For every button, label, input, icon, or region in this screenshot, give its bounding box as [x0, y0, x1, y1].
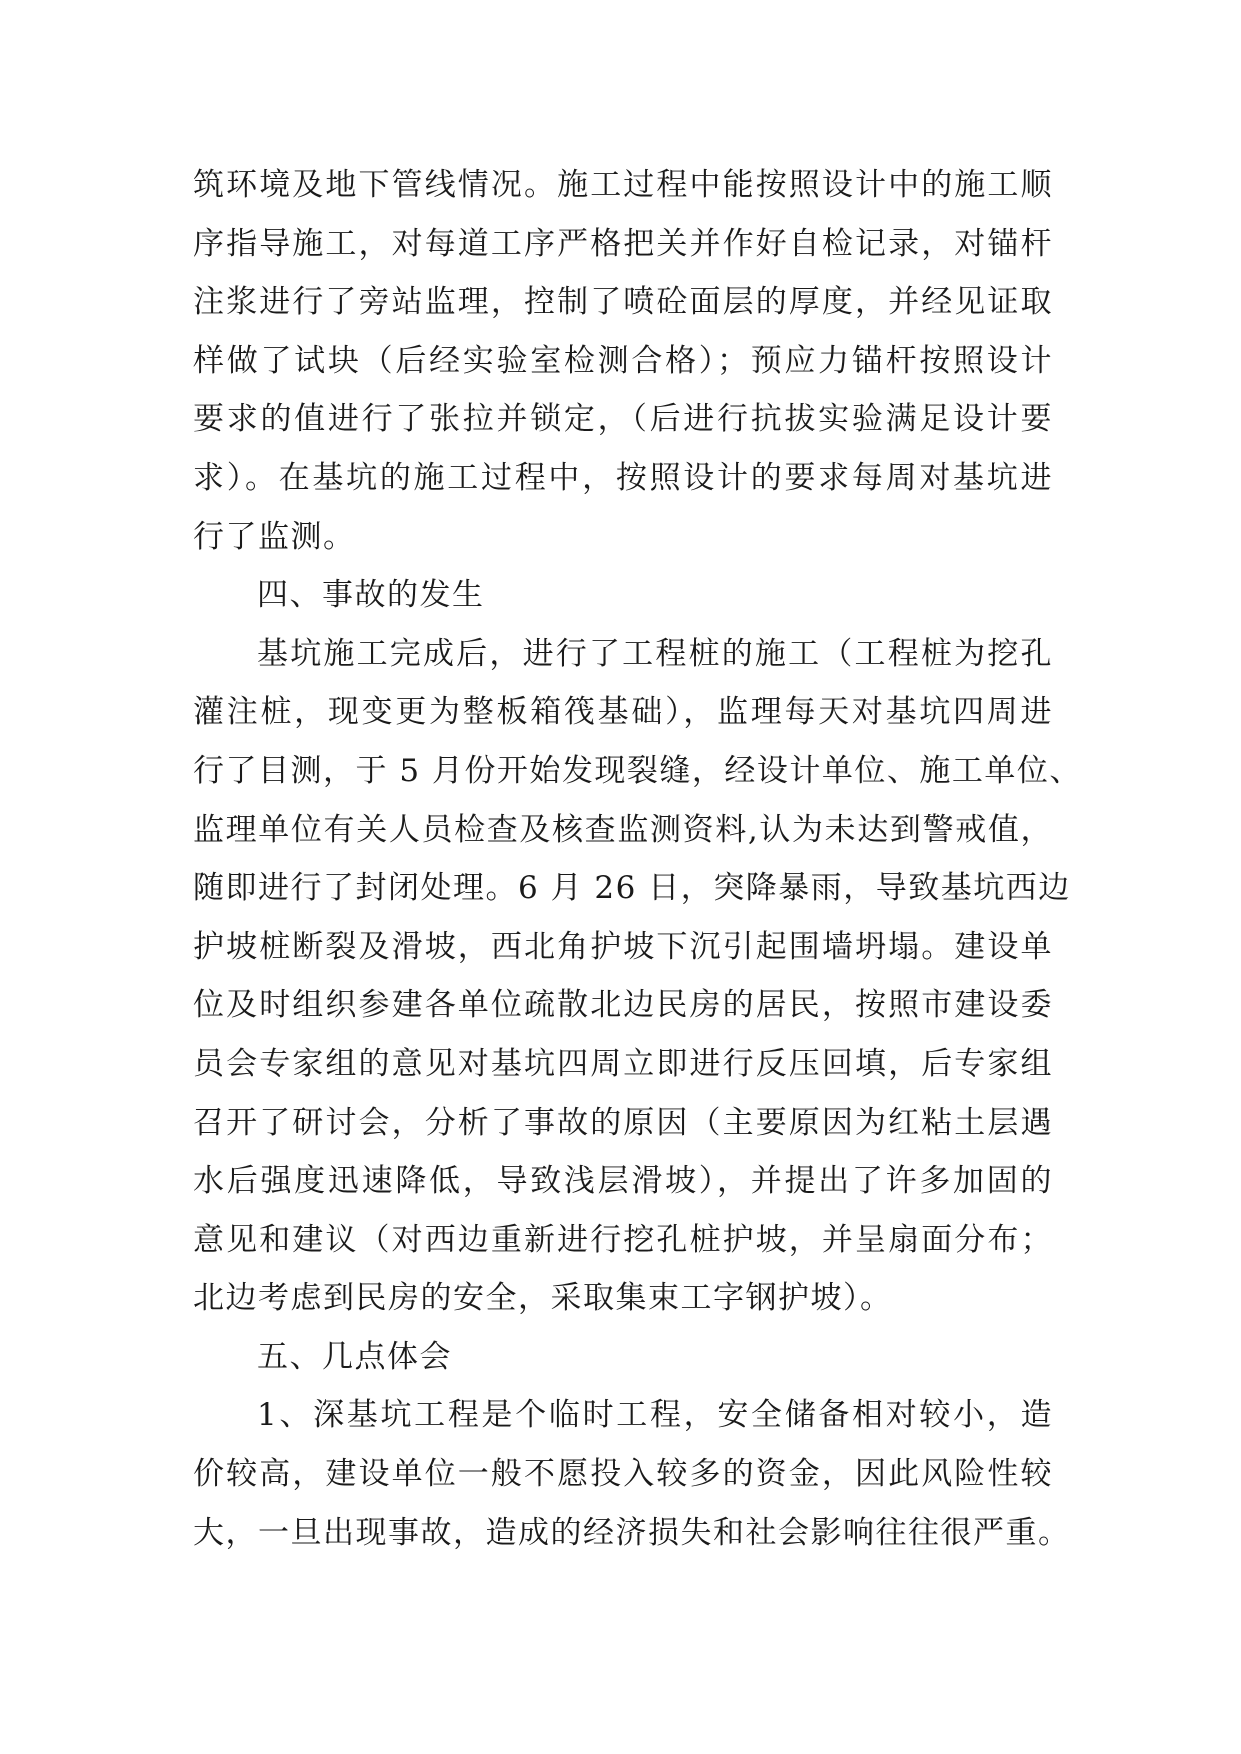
- text-line: 求）。在基坑的施工过程中，按照设计的要求每周对基坑进: [193, 459, 1053, 496]
- text-line: 监理单位有关人员检查及核查监测资料,认为未达到警戒值，: [193, 811, 1053, 848]
- text-line: 行了目测，于 5 月份开始发现裂缝，经设计单位、施工单位、: [193, 752, 1082, 789]
- body-text: [193, 156, 1082, 1562]
- text-line: 五、几点体会: [257, 1338, 452, 1375]
- text-line: 北边考虑到民房的安全，采取集束工字钢护坡）。: [193, 1280, 893, 1317]
- text-line: 价较高，建设单位一般不愿投入较多的资金，因此风险性较: [193, 1456, 1053, 1493]
- text-line: 意见和建议（对西边重新进行挖孔桩护坡，并呈扇面分布；: [193, 1221, 1053, 1258]
- text-line: 四、事故的发生: [257, 577, 485, 614]
- text-line: 基坑施工完成后，进行了工程桩的施工（工程桩为挖孔: [257, 635, 1053, 672]
- text-line: 筑环境及地下管线情况。施工过程中能按照设计中的施工顺: [193, 167, 1053, 203]
- text-line: 序指导施工，对每道工序严格把关并作好自检记录，对锚杆: [193, 225, 1053, 262]
- text-line: 水后强度迅速降低，导致浅层滑坡），并提出了许多加固的: [193, 1163, 1053, 1200]
- text-line: 灌注桩，现变更为整板箱筏基础），监理每天对基坑四周进: [193, 694, 1053, 731]
- text-line: 召开了研讨会，分析了事故的原因（主要原因为红粘土层遇: [193, 1104, 1053, 1141]
- text-line: 注浆进行了旁站监理，控制了喷砼面层的厚度，并经见证取: [193, 284, 1053, 321]
- text-line: 1、深基坑工程是个临时工程，安全储备相对较小，造: [257, 1397, 1053, 1434]
- text-line: 样做了试块（后经实验室检测合格）；预应力锚杆按照设计: [193, 342, 1053, 379]
- text-line: 护坡桩断裂及滑坡，西北角护坡下沉引起围墙坍塌。建设单: [193, 928, 1053, 965]
- text-line: 位及时组织参建各单位疏散北边民房的居民，按照市建设委: [193, 987, 1053, 1024]
- text-line: 随即进行了封闭处理。6 月 26 日，突降暴雨，导致基坑西边: [193, 870, 1071, 907]
- text-line: 行了监测。: [193, 518, 356, 555]
- text-line: 要求的值进行了张拉并锁定，（后进行抗拔实验满足设计要: [193, 401, 1053, 438]
- text-line: 员会专家组的意见对基坑四周立即进行反压回填，后专家组: [193, 1045, 1053, 1082]
- text-line: 大，一旦出现事故，造成的经济损失和社会影响往往很严重。: [193, 1514, 1071, 1551]
